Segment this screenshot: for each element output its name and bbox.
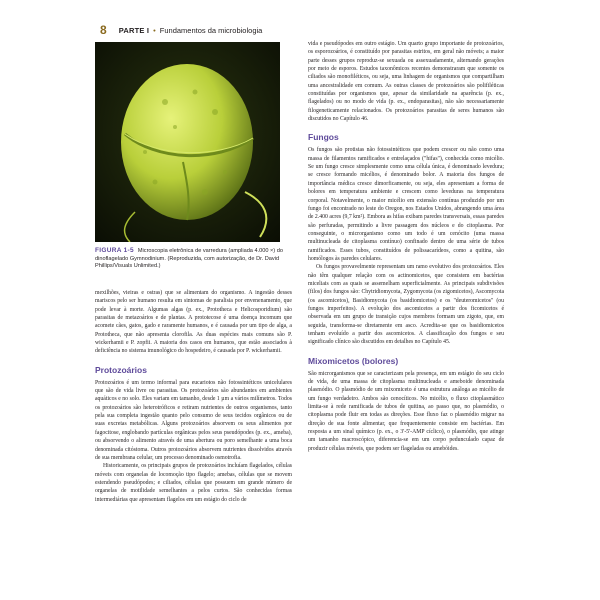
heading-slime-molds: Mixomicetos (bolores) [308,355,399,366]
part-label: PARTE I [118,25,150,35]
chapter-title: Fundamentos da microbiologia [159,25,263,35]
header-separator: • [153,25,156,35]
figure-1-5-image [95,42,280,242]
paragraph-fungi-1: Os fungos são protistas não fotossintéticos que podem crescer ou não como uma massa de filamentos ramificados e entrelaçados ("hifas"), conhecida como micélio. Se um fungo cresce simplesmente como uma célula única, é denominado levedura; se cresce formando micélios, é denominado bolor. A maioria dos fungos de importância médica cresce dimorficamente, ou seja, eles apresentam a forma de bolores em temperatura ambiente e crescem como leveduras na temperatura corporal. Notavelmente, o maior micélio em extensão contínua produzido por um fungo foi encontrado no leste do Oregon, nos Estados Unidos, abrangendo uma área de 2.400 acres (9,7 km²). Embora as hifas exibam paredes transversais, essas paredes são perfuradas, permitindo a livre passagem dos núcleos e do citoplasma. Por conseguinte, o microrganismo como um todo é um cenócito (uma massa multinucleada de citoplasma contínuo) confinado dentro de uma série de tubos ramificados. Esses tubos, constituídos de polissacarídeos, como a quitina, são homólogos às paredes celulares. [308,147,504,262]
paragraph-slime-molds: São microrganismos que se caracterizam pela presença, em um estágio do seu ciclo de vida, de uma massa de citoplasma multinucleada e ameboide denominada plasmódio. O plasmódio de um mixomiceto é uma estrutura análoga ao micélio de um fungo verdadeiro. Ambos são cenocíticos. No micélio, o fluxo citoplasmático limita-se à rede ramificada de tubos de quitina, ao passo que, no plasmódio, o citoplasma pode fluir em todas as direções. Esse fluxo faz o plasmódio migrar na direção de sua fonte alimentar, que frequentemente consiste em bactérias. Em resposta a um sinal químico (p. ex., o 3'-5'-AMP cíclico), o plasmódio, que atinge um tamanho macroscópico, diferencia-se em um corpo pedunculado capaz de produzir células móveis, que podem ser flageladas ou amebóides. [308,370,504,452]
paragraph-algae-end: mexilhões, vieiras e ostras) que se alimentam do organismo. A ingestão desses mariscos pelo ser humano resulta em sintomas de paralisia por envenenamento, que pode levar à morte. Algumas algas (p. ex., Prototheca e Helicosporidium) são parasitas de metazoários e de plantas. A prototecose é uma doença incomum que acomete cães, gatos, gado e raramente humanos, e é causada por um tipo de alga, a Prototheca, que não apresenta clorofila. As duas espécies mais comuns são P. wickerhamii e P. zopfii. A maioria dos casos em humanos, que estão associados à deficiência no sistema imunológico do hospedeiro, é causada por P. wickerhamii. [95,290,292,355]
heading-protozoa: Protozoários [95,364,147,375]
running-header [100,24,262,36]
paragraph-protozoa-1: Protozoários é um termo informal para eucariotos não fotossintéticos unicelulares que são de vida livre ou parasitas. Os protozoários são abundantes em ambientes aquáticos e no solo. Eles variam em tamanho, desde 1 µm a vários milímetros. Todos os protozoários são heterotróficos e retiram nutrientes de outros organismos, tanto pela sua completa ingestão quanto pelo consumo de seus tecidos orgânicos ou de suas excretas metabólicas. Alguns protozoários absorvem os seus alimentos por fagocitose, englobando partículas orgânicas pelos seus pseudópodes (p. ex., ameba), ou absorvendo o alimento através de uma abertura ou poro semelhante a uma boca denominada citóstoma. Outros protozoários absorvem nutrientes dissolvidos através de sua membrana celular, um processo denominado osmotrofia. [95,379,292,461]
paragraph-protozoa-cont: vida e pseudópodes em outro estágio. Um quarto grupo importante de protozoários, os esporozoários, é constituído por parasitas estritos, em geral não móveis; a maior parte desses grupos reproduz-se sexuada ou assexuadamente, alternando gerações por meio de esporos. Estudos taxonômicos recentes demonstraram que somente os ciliados são monofiléticos, ou seja, uma linhagem de organismos que compartilham uma ancestralidade em comum. As outras classes de protozoários são polifiléticas constituídas por organismos que, apesar da similaridade na aparência (p. ex., flagelados) ou no modo de vida (p. ex., endoparasitas), não são necessariamente filogeneticamente relacionados. Os protozoários parasitas de seres humanos são discutidos no Capítulo 46. [308,41,504,123]
cell-body [121,64,253,220]
figure-caption-text: Microscopia eletrônica de varredura (ampliada 4.000 ×) do dinoflagelado Gymnodinium. (Reproduzida, com autorização, de Dr. David Phillips/Visuals Unlimited.) [95,248,283,269]
page-number: 8 [100,23,107,37]
paragraph-fungi-2: Os fungos provavelmente representam um ramo evolutivo dos protozoários. Eles não têm qualquer relação com os actinomicetos, que consistem em bactérias miceliais com as quais se assemelham superficialmente. As principais subdivisões (filos) dos fungos são: Chytridiomycota, Zygomycota (os zigomicetos), Ascomycota (os ascomicetos), Basidiomycota (os basidiomicetos) e os "deuteromicetos" (ou fungos imperfeitos). A evolução dos ascomicetos a partir dos ficomicetos é observada em um grupo de transição cujos membros formam um zigoto, que, em seguida, transforma-se diretamente em asco. Acredita-se que os basidiomicetos tenham evoluído a partir dos ascomicetos. A classificação dos fungos e seu significado clínico são discutidos em detalhes no Capítulo 45. [308,264,504,346]
right-column [308,40,504,453]
figure-caption [95,247,295,271]
paragraph-protozoa-2: Historicamente, os principais grupos de protozoários incluíam flagelados, células móveis com organelas de locomoção tipo flagelo; amebas, células que se movem estendendo pseudópodes; e ciliados, células que possuem um grande número de organelas de motilidade semelhantes a pelos curtos. São conhecidas formas intermediárias que apresentam flagelos em um estágio do ciclo de [95,463,292,503]
heading-fungi: Fungos [308,132,339,143]
dinoflagellate-micrograph [95,42,280,242]
left-column [95,289,292,504]
figure-label: FIGURA 1-5 [95,247,134,254]
